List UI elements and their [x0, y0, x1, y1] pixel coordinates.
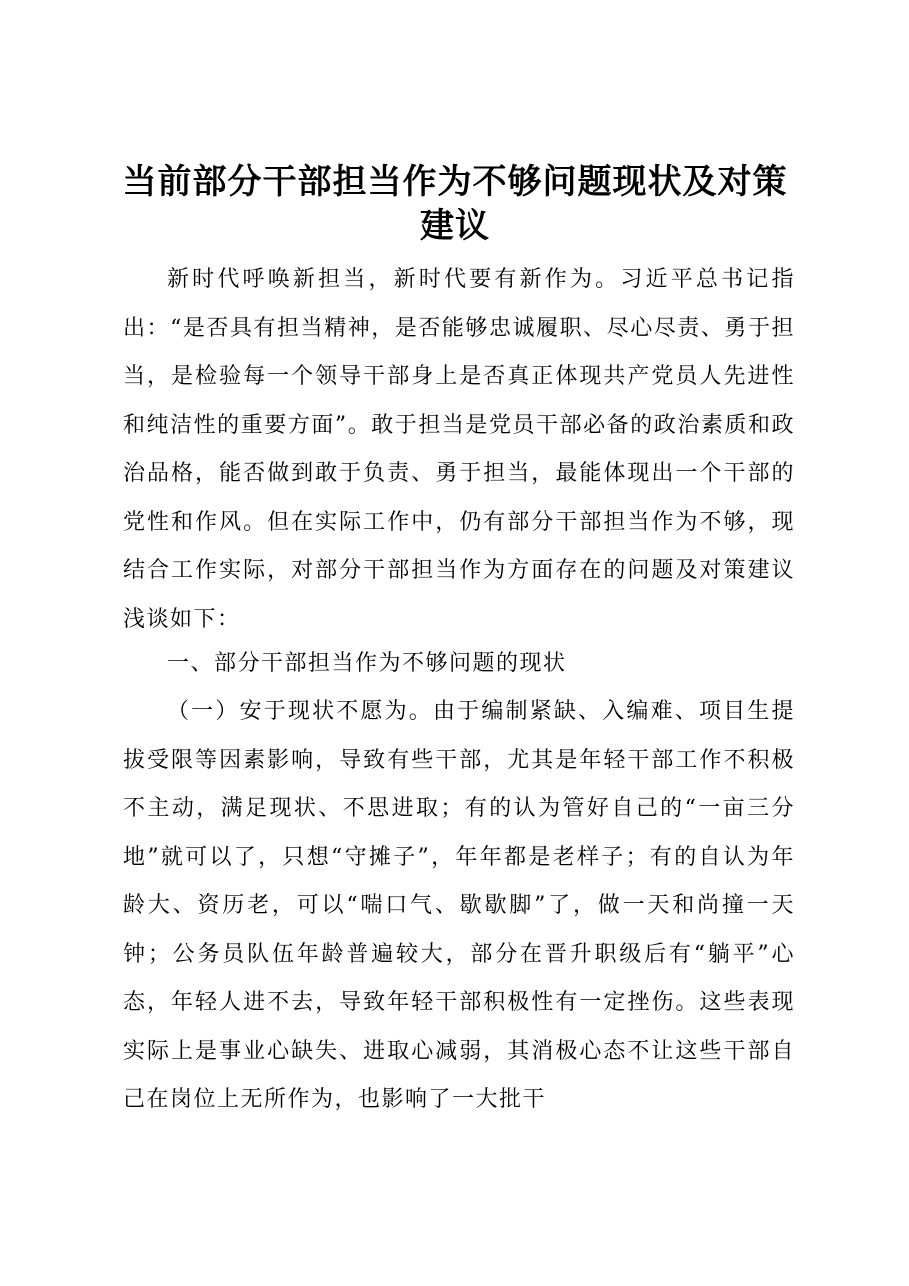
document-title: 当前部分干部担当作为不够问题现状及对策建议	[122, 162, 788, 246]
section-heading: 一、部分干部担当作为不够问题的现状	[167, 651, 567, 676]
paragraph-subsection-1: （一）安于现状不愿为。由于编制紧缺、入编难、项目生提拔受限等因素影响，导致有些干部，尤其是年轻干部工作不积极不主动，满足现状、不思进取；有的认为管好自己的“一亩三分地”就可以了，只想“守摊子”，年年都是老样子；有的自认为年龄大、资历老，可以“喘口气、歇歇脚”了，做一天和尚撞一天钟；公务员队伍年龄普遍较大，部分在晋升职级后有“躺平”心态，年轻人进不去，导致年轻干部积极性有一定挫伤。这些表现实际上是事业心缺失、进取心减弱，其消极心态不让这些干部自己在岗位上无所作为，也影响了一大批干	[123, 699, 795, 1112]
paragraph-intro: 新时代呼唤新担当，新时代要有新作为。习近平总书记指出：“是否具有担当精神，是否能够忠诚履职、尽心尽责、勇于担当，是检验每一个领导干部身上是否真正体现共产党员人先进性和纯洁性的重要方面”。敢于担当是党员干部必备的政治素质和政治品格，能否做到敢于负责、勇于担当，最能体现出一个干部的党性和作风。但在实际工作中，仍有部分干部担当作为不够，现结合工作实际，对部分干部担当作为方面存在的问题及对策建议浅谈如下：	[123, 267, 795, 632]
